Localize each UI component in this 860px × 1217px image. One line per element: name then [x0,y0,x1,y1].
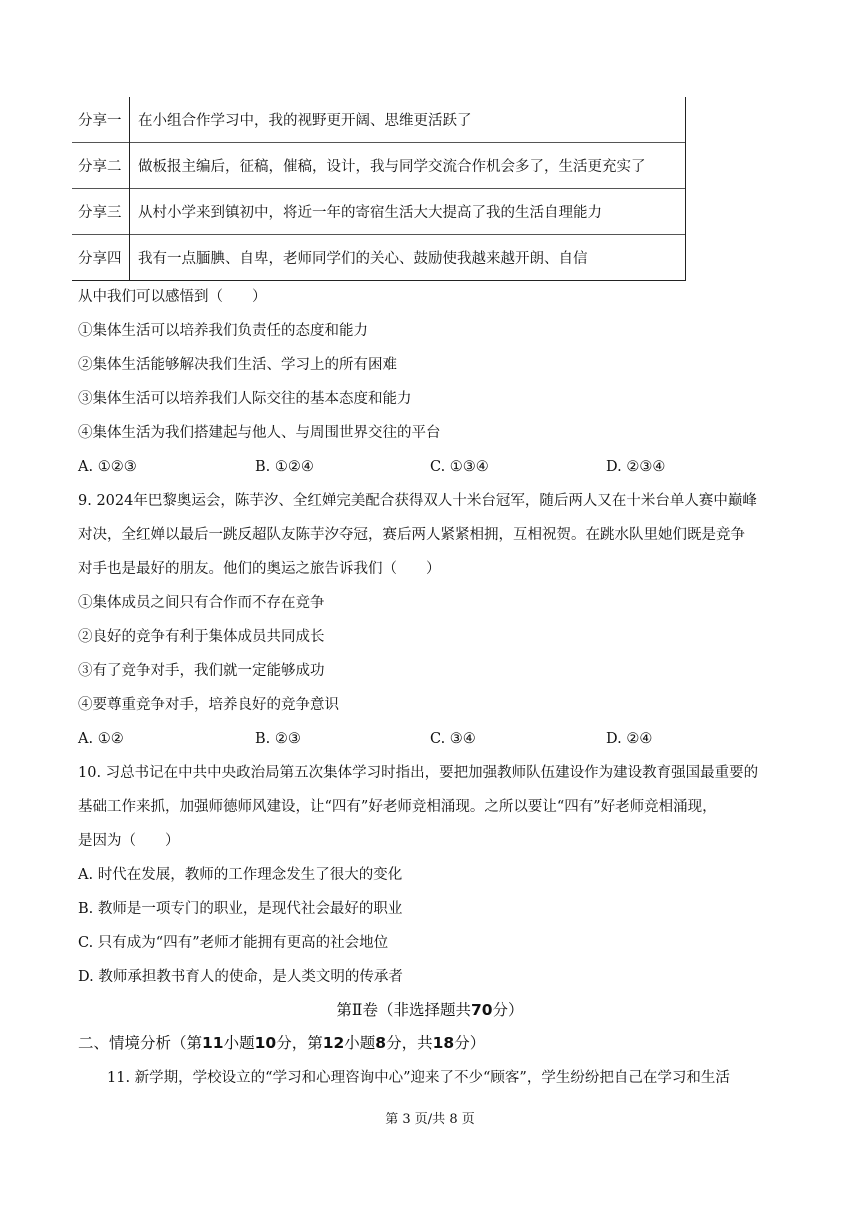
q9-stem-line: 9. 2024年巴黎奥运会，陈芋汐、全红婵完美配合获得双人十米台冠军，随后两人又在十米台单人赛中巅峰 [78,493,757,509]
row-text: 我有一点腼腆、自卑，老师同学们的关心、鼓励使我越来越开朗、自信 [130,235,686,281]
row-text: 从村小学来到镇初中，将近一年的寄宿生活大大提高了我的生活自理能力 [130,189,686,235]
table-row [72,97,686,143]
q9-item: ③有了竞争对手，我们就一定能够成功 [78,663,325,679]
q9-item: ①集体成员之间只有合作而不存在竞争 [78,595,325,611]
q10-stem-line: 是因为（ ） [78,833,180,849]
q8-item: ④集体生活为我们搭建起与他人、与周围世界交往的平台 [78,425,441,441]
q8-option-a[interactable]: A. ①②③ [78,459,137,475]
table-row [72,235,686,281]
q10-option-c[interactable]: C. 只有成为“四有”老师才能拥有更高的社会地位 [78,935,389,951]
part2-title: 第Ⅱ卷（非选择题共70分） [336,1001,524,1019]
q10-option-a[interactable]: A. 时代在发展，教师的工作理念发生了很大的变化 [78,867,403,883]
q9-option-a[interactable]: A. ①② [78,731,124,747]
share-table [72,97,686,281]
q10-option-b[interactable]: B. 教师是一项专门的职业，是现代社会最好的职业 [78,901,403,917]
q9-item: ④要尊重竞争对手，培养良好的竞争意识 [78,697,339,713]
q10-stem-line: 基础工作来抓，加强师德师风建设，让“四有”好老师竞相涌现。之所以要让“四有”好老师竞相涌现， [78,799,717,815]
table-row [72,189,686,235]
q9-option-d[interactable]: D. ②④ [606,731,653,747]
row-text: 做板报主编后，征稿，催稿，设计，我与同学交流合作机会多了，生活更充实了 [130,143,686,189]
row-label: 分享二 [72,143,130,189]
q9-stem-line: 对决，全红婵以最后一跳反超队友陈芋汐夺冠，赛后两人紧紧相拥，互相祝贺。在跳水队里她们既是竞争 [78,527,745,543]
q8-option-c[interactable]: C. ①③④ [430,459,489,475]
section-heading: 二、情境分析（第11小题10分，第12小题8分，共18分） [78,1034,486,1052]
q10-stem-line: 10. 习总书记在中共中央政治局第五次集体学习时指出，要把加强教师队伍建设作为建设教育强国最重要的 [78,765,759,781]
q8-item: ②集体生活能够解决我们生活、学习上的所有困难 [78,357,397,373]
q9-item: ②良好的竞争有利于集体成员共同成长 [78,629,325,645]
page-footer: 第 3 页/共 8 页 [385,1112,475,1127]
q9-option-c[interactable]: C. ③④ [430,731,476,747]
row-label: 分享四 [72,235,130,281]
q9-stem-line: 对手也是最好的朋友。他们的奥运之旅告诉我们（ ） [78,561,441,577]
row-text: 在小组合作学习中，我的视野更开阔、思维更活跃了 [130,97,686,143]
q8-item: ①集体生活可以培养我们负责任的态度和能力 [78,323,368,339]
q11-stem-line: 11. 新学期，学校设立的“学习和心理咨询中心”迎来了不少“顾客”，学生纷纷把自己在学习和生活 [107,1070,730,1086]
q8-item: ③集体生活可以培养我们人际交往的基本态度和能力 [78,391,412,407]
q8-option-d[interactable]: D. ②③④ [606,459,666,475]
q8-stem: 从中我们可以感悟到（ ） [78,289,267,305]
row-label: 分享三 [72,189,130,235]
q9-option-b[interactable]: B. ②③ [255,731,301,747]
q10-option-d[interactable]: D. 教师承担教书育人的使命，是人类文明的传承者 [78,969,403,985]
q8-option-b[interactable]: B. ①②④ [255,459,314,475]
table-row [72,143,686,189]
row-label: 分享一 [72,97,130,143]
